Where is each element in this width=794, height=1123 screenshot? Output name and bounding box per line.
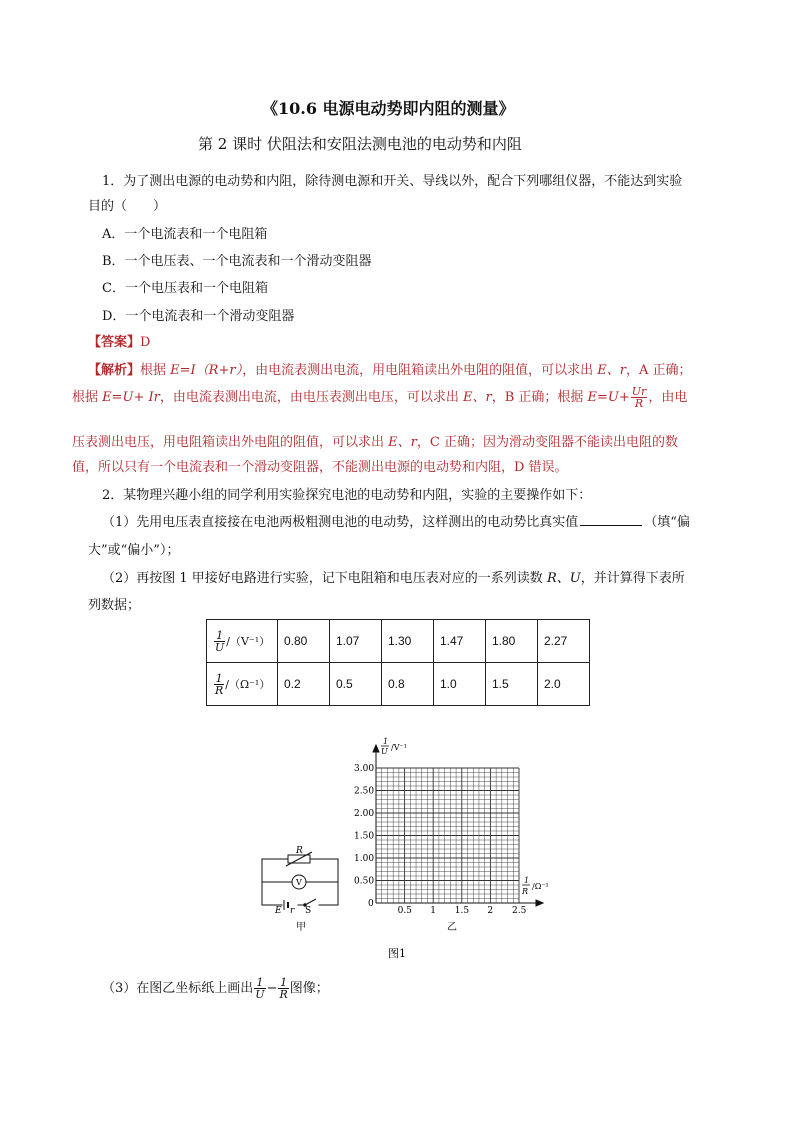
page-title: 《10.6 电源电动势即内阻的测量》 <box>262 99 515 118</box>
origin-label: 0 <box>368 899 374 909</box>
x-tick-label: 1.5 <box>454 906 470 916</box>
q1-stem-line2: 目的（ ） <box>88 199 167 214</box>
fraction-denominator: R <box>634 397 644 410</box>
table-cell: 1.80 <box>486 620 538 663</box>
q1-analysis-line4: 值，所以只有一个电流表和一个滑动变阻器，不能测出电源的电动势和内阻，D 错误。 <box>72 460 568 475</box>
part1-text: （1）先用电压表直接接在电池两极粗测电池的电动势，这样测出的电动势比真实值 <box>102 515 579 530</box>
unit-label: /（V⁻¹） <box>226 634 271 648</box>
y-tick-label: 1.00 <box>354 854 375 864</box>
analysis-text: ，由电 <box>648 390 688 405</box>
q2-part1-line2: 大”或“偏小”）； <box>88 543 180 558</box>
y-axis-label-den: U <box>381 747 388 756</box>
unit-label: /（Ω⁻¹） <box>225 677 271 691</box>
y-tick-label: 1.50 <box>354 831 375 842</box>
table-cell: 2.0 <box>538 663 590 706</box>
label-e: E <box>275 906 282 916</box>
formula-e-u-ir: E=U+ Ir <box>102 390 160 405</box>
var-e-r: E、r <box>463 390 492 405</box>
part3-text: （3）在图乙坐标纸上画出 <box>102 981 254 996</box>
y-axis-arrow-icon <box>373 745 379 752</box>
label-v-meter: V <box>296 878 302 887</box>
graph-axes <box>373 745 543 906</box>
table-cell: 1.30 <box>382 620 434 663</box>
q2-part3 <box>102 977 329 1000</box>
fraction-1-over-u <box>254 977 265 1000</box>
var-e-r: E、r <box>388 435 417 450</box>
figure-caption: 图1 <box>388 947 406 960</box>
analysis-text: ，由电流表测出电流，由电压表测出电压，可以求出 <box>159 390 463 405</box>
analysis-text: ，A 正确； <box>625 363 692 378</box>
analysis-text: 压表测出电压，用电阻箱读出外电阻的阻值，可以求出 <box>72 435 389 450</box>
fraction-numerator: Ur <box>631 385 647 398</box>
y-tick-label: 0.50 <box>354 876 375 887</box>
x-tick-label: 2.5 <box>512 906 527 916</box>
fraction-denominator: U <box>255 988 265 1001</box>
part3-text: 图像； <box>289 981 329 996</box>
y-tick-label: 3.00 <box>354 764 375 774</box>
label-r-resistor: R <box>296 846 303 856</box>
analysis-text: 根据 <box>140 363 171 378</box>
analysis-label: 【解析】 <box>88 363 141 378</box>
fraction-denominator: U <box>215 640 225 654</box>
y-tick-label: 2.00 <box>354 809 375 819</box>
subtitle-lesson: 第 2 课时 <box>198 135 267 153</box>
fraction-1-over-r <box>278 977 288 1000</box>
analysis-text: ，B 正确；根据 <box>491 390 588 405</box>
table-cell: 0.5 <box>330 663 382 706</box>
x-tick-label: 2 <box>487 906 494 916</box>
q1-option-d: D．一个电流表和一个滑动变阻器 <box>102 309 295 324</box>
x-axis-label-unit: /Ω⁻¹ <box>532 882 549 891</box>
answer-label: 【答案】 <box>88 335 141 350</box>
q2-part2-line2: 列数据； <box>88 598 141 613</box>
x-axis-label-num: 1 <box>524 876 530 885</box>
part2-text: ，并计算得下表所 <box>580 571 685 586</box>
table-cell: 0.8 <box>382 663 434 706</box>
analysis-text: 根据 <box>72 390 103 405</box>
y-tick-label: 2.50 <box>354 786 375 797</box>
fraction-denominator: R <box>215 683 224 697</box>
dash: − <box>266 981 278 996</box>
q1-stem-line1: 1．为了测出电源的电动势和内阻，除待测电源和开关、导线以外，配合下列哪组仪器，不能达到实验 <box>102 174 683 189</box>
q1-option-b: B．一个电压表、一个电流表和一个滑动变阻器 <box>102 254 372 269</box>
label-r-internal: r <box>290 906 295 916</box>
var-e-r: E、r <box>597 363 626 378</box>
q1-option-a: A．一个电流表和一个电阻箱 <box>102 227 268 242</box>
x-tick-label: 0.5 <box>397 906 412 916</box>
fraction-denominator: R <box>279 988 288 1001</box>
table-cell: 1.47 <box>434 620 486 663</box>
analysis-text: ，C 正确；因为滑动变阻器不能读出电阻的数 <box>416 435 678 450</box>
table-cell: 1.0 <box>434 663 486 706</box>
fraction-numerator: 1 <box>280 976 288 989</box>
label-s: S <box>305 906 312 916</box>
label-jia: 甲 <box>296 922 306 933</box>
table-cell: 2.27 <box>538 620 590 663</box>
part1-text: （填“偏 <box>644 515 690 530</box>
subtitle-topic: 伏阻法和安阻法测电池的电动势和内阻 <box>266 135 522 153</box>
table-cell: 1.07 <box>330 620 382 663</box>
x-axis-label-den: R <box>522 887 529 896</box>
table-cell: 1.5 <box>486 663 538 706</box>
answer-value: D <box>140 335 151 350</box>
table-cell: 0.2 <box>278 663 330 706</box>
graph-grid <box>376 768 519 903</box>
table-cell: 0.80 <box>278 620 330 663</box>
fraction-numerator: 1 <box>215 671 223 685</box>
x-tick-label: 1 <box>430 906 436 916</box>
q1-option-c: C．一个电压表和一个电阻箱 <box>102 281 268 296</box>
y-axis-label-unit: /V⁻¹ <box>391 743 407 752</box>
part2-text: （2）再按图 1 甲接好电路进行实验，记下电阻箱和电压表对应的一系列读数 <box>102 571 547 586</box>
analysis-text: ，由电流表测出电流，用电阻箱读出外电阻的阻值，可以求出 <box>242 363 598 378</box>
y-axis-label-num: 1 <box>383 737 389 746</box>
fraction-numerator: 1 <box>214 630 225 642</box>
label-yi: 乙 <box>447 922 457 933</box>
x-axis-arrow-icon <box>536 900 543 906</box>
var-r-u: R、U <box>546 571 581 586</box>
q2-stem: 2．某物理兴趣小组的同学利用实验探究电池的电动势和内阻，实验的主要操作如下： <box>102 488 592 503</box>
formula-e-ir: E=I（R+r） <box>170 363 243 378</box>
fraction-numerator: 1 <box>254 977 265 989</box>
formula-e-u-plus: E=U+ <box>587 390 630 405</box>
